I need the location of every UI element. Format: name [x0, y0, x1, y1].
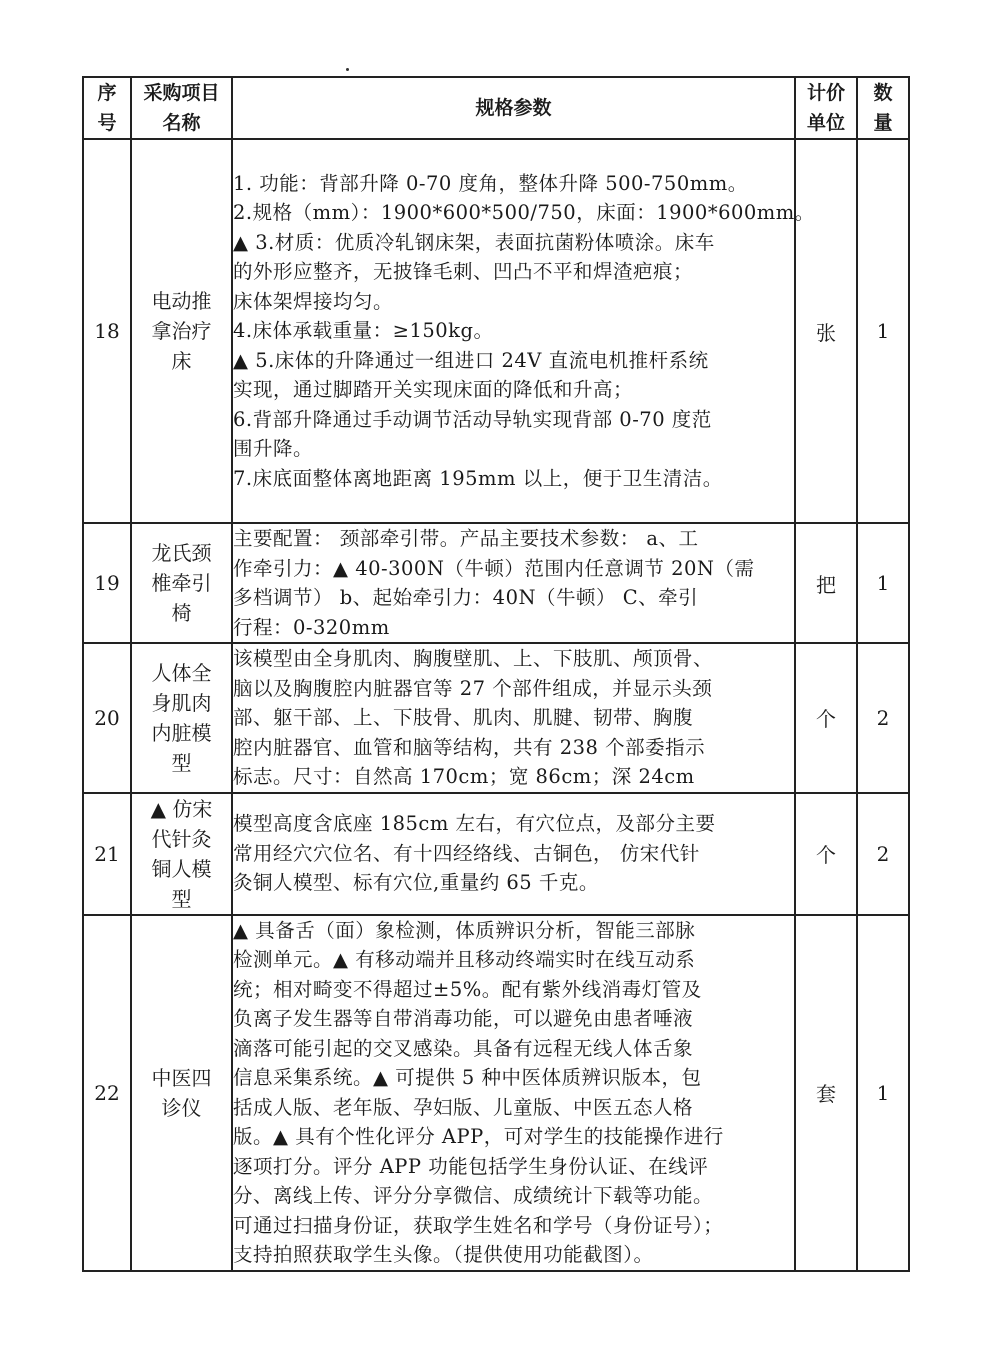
- row-spec-line: 版。▲ 具有个性化评分 APP，可对学生的技能操作进行: [233, 1125, 724, 1148]
- row-spec-line: 6.背部升降通过手动调节活动导轨实现背部 0-70 度范: [233, 407, 712, 431]
- row-spec-line: 逐项打分。评分 APP 功能包括学生身份认证、在线评: [233, 1154, 709, 1178]
- row-spec-line: 滴落可能引起的交叉感染。具备有远程无线人体舌象: [233, 1036, 694, 1060]
- table-row: [83, 915, 909, 1271]
- row-seq: 20: [83, 643, 131, 793]
- row-item-name-line: ▲ 仿宋: [150, 796, 213, 821]
- row-item-name-line: 铜人模: [151, 856, 212, 881]
- row-spec-line: 分、离线上传、评分分享微信、成绩统计下载等功能。: [233, 1184, 714, 1207]
- row-qty: 1: [857, 139, 909, 523]
- row-spec-line: 多档调节） b、起始牵引力：40N（牛顿） C、牵引: [233, 586, 699, 609]
- header-item-name-line: 采购项目: [143, 82, 220, 104]
- row-spec-line: 7.床底面整体离地距离 195mm 以上，便于卫生清洁。: [233, 466, 723, 490]
- row-item-name-line: 椅: [171, 601, 192, 625]
- header-qty: [857, 77, 909, 139]
- row-spec-line: 部、躯干部、上、下肢骨、肌肉、肌腱、韧带、胸腹: [233, 706, 694, 729]
- header-unit-line: 计价: [806, 82, 845, 104]
- row-spec: [232, 139, 815, 523]
- table-body: [83, 139, 909, 1271]
- row-qty: 1: [857, 915, 909, 1271]
- row-qty: 1: [857, 523, 909, 643]
- row-item-name-line: 身肌肉: [151, 690, 212, 715]
- header-seq-line: 号: [97, 112, 117, 134]
- row-item-name-line: 床: [171, 349, 192, 373]
- row-item-name-line: 型: [171, 886, 192, 911]
- row-spec-line: 支持拍照获取学生头像。（提供使用功能截图）。: [233, 1243, 654, 1266]
- row-item-name-line: 诊仪: [161, 1095, 202, 1120]
- row-spec-line: 括成人版、老年版、孕妇版、儿童版、中医五态人格: [233, 1095, 694, 1119]
- row-spec: [232, 793, 795, 915]
- table-row: [83, 643, 909, 793]
- table-row: [83, 523, 909, 643]
- header-qty-line: 数: [873, 82, 893, 104]
- row-item-name-line: 内脏模: [151, 720, 212, 745]
- row-spec-line: 标志。尺寸：自然高 170cm；宽 86cm；深 24cm: [233, 765, 695, 788]
- row-spec-line: 4.床体承载重量：≥150kg。: [233, 319, 494, 343]
- row-seq: 18: [83, 139, 131, 523]
- row-spec-line: 灸铜人模型、标有穴位,重量约 65 千克。: [233, 871, 599, 895]
- row-spec-line: ▲ 具备舌（面）象检测，体质辨识分析，智能三部脉: [233, 918, 696, 942]
- row-seq: 19: [83, 523, 131, 643]
- header-unit-line: 单位: [806, 112, 845, 134]
- row-spec: [232, 523, 795, 643]
- table-row: [83, 139, 909, 523]
- row-unit: 个: [795, 793, 857, 915]
- row-spec-line: 常用经穴穴位名、有十四经络线、古铜色， 仿宋代针: [233, 841, 700, 865]
- row-spec-line: 行程：0-320mm: [233, 615, 390, 639]
- row-item-name: [131, 643, 232, 793]
- row-spec-line: 1. 功能：背部升降 0-70 度角，整体升降 500-750mm。: [233, 171, 748, 195]
- row-qty: 2: [857, 793, 909, 915]
- row-item-name-line: 型: [171, 750, 192, 775]
- header-item-name-line: 名称: [162, 112, 201, 134]
- row-spec: [232, 643, 795, 793]
- row-item-name-line: 人体全: [151, 660, 212, 685]
- row-spec-line: 实现，通过脚踏开关实现床面的降低和升高；: [233, 378, 634, 402]
- row-spec-line: 检测单元。▲ 有移动端并且移动终端实时在线互动系: [233, 948, 696, 971]
- row-spec: [232, 915, 795, 1271]
- row-item-name-line: 拿治疗: [151, 319, 212, 343]
- row-seq: 21: [83, 793, 131, 915]
- row-item-name-line: 龙氏颈: [151, 541, 212, 565]
- row-spec-line: 床体架焊接均匀。: [233, 289, 394, 313]
- header-qty-line: 量: [873, 112, 893, 134]
- table-header-row: [83, 77, 909, 139]
- row-unit: 个: [795, 643, 857, 793]
- row-spec-line: 的外形应整齐，无披锋毛刺、凹凸不平和焊渣疤痕；: [233, 260, 694, 284]
- row-item-name: [131, 139, 232, 523]
- row-item-name-line: 椎牵引: [151, 571, 212, 595]
- row-item-name: [131, 915, 232, 1271]
- row-spec-line: 负离子发生器等自带消毒功能，可以避免由患者唾液: [233, 1007, 694, 1030]
- row-unit: 把: [795, 523, 857, 643]
- row-spec-line: 围升降。: [233, 437, 314, 461]
- row-item-name-line: 电动推: [151, 289, 212, 313]
- table-row: [83, 793, 909, 915]
- row-item-name: [131, 523, 232, 643]
- header-spec: 规格参数: [232, 77, 795, 139]
- row-spec-line: 信息采集系统。▲ 可提供 5 种中医体质辨识版本，包: [233, 1066, 702, 1089]
- row-spec-line: 腔内脏器官、血管和脑等结构，共有 238 个部委指示: [233, 735, 706, 759]
- row-unit: 套: [795, 915, 857, 1271]
- row-spec-line: ▲ 5.床体的升降通过一组进口 24V 直流电机推杆系统: [233, 348, 709, 372]
- row-spec-line: 模型高度含底座 185cm 左右，有穴位点，及部分主要: [233, 812, 716, 836]
- row-unit: 张: [795, 139, 857, 523]
- row-qty: 2: [857, 643, 909, 793]
- row-seq: 22: [83, 915, 131, 1271]
- header-item-name: [131, 77, 232, 139]
- row-spec-line: 可通过扫描身份证，获取学生姓名和学号（身份证号）；: [233, 1213, 724, 1237]
- row-spec-line: 作牵引力：▲ 40-300N（牛顿）范围内任意调节 20N（需: [233, 556, 755, 580]
- row-spec-line: 主要配置： 颈部牵引带。产品主要技术参数： a、工: [233, 527, 699, 550]
- row-spec-line: 该模型由全身肌肉、胸腹壁肌、上、下肢肌、颅顶骨、: [233, 647, 714, 670]
- procurement-spec-table: [82, 76, 910, 1272]
- row-spec-line: ▲ 3.材质：优质冷轧钢床架，表面抗菌粉体喷涂。床车: [233, 230, 715, 254]
- scan-speck: [346, 68, 349, 71]
- header-seq-line: 序: [97, 82, 117, 104]
- row-item-name-line: 中医四: [151, 1065, 212, 1090]
- row-spec-line: 统；相对畸变不得超过±5%。配有紫外线消毒灯管及: [233, 977, 702, 1001]
- header-seq: [83, 77, 131, 139]
- row-item-name-line: 代针灸: [151, 826, 212, 851]
- row-spec-line: 脑以及胸腹腔内脏器官等 27 个部件组成，并显示头颈: [233, 676, 713, 700]
- header-unit: [795, 77, 857, 139]
- row-spec-line: 2.规格（mm）：1900*600*500/750，床面：1900*600mm。: [233, 201, 815, 225]
- row-item-name: [131, 793, 232, 915]
